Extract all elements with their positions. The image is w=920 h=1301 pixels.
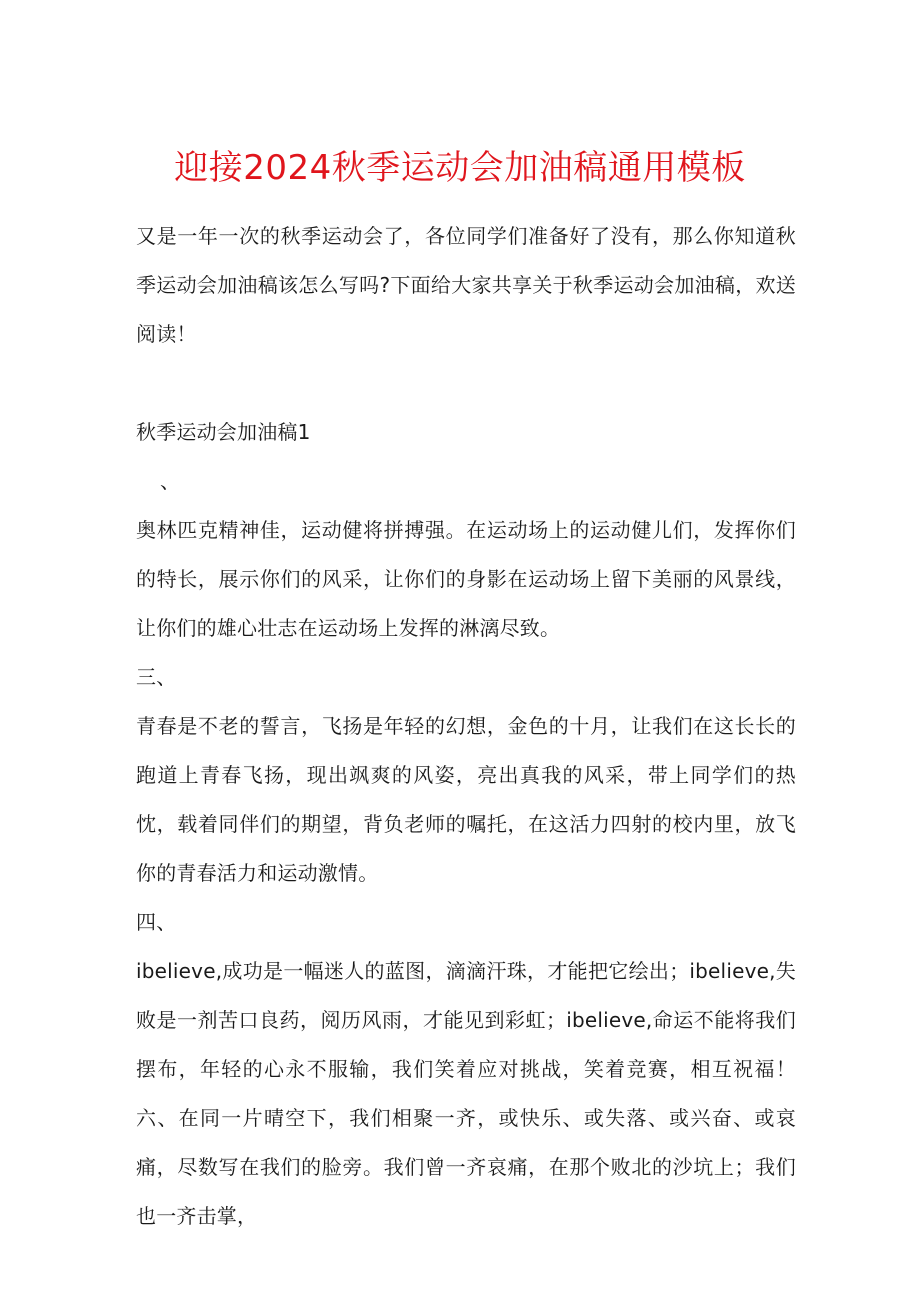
paragraph-heading: 四、 xyxy=(136,910,177,934)
body-paragraph: ibelieve,成功是一幅迷人的蓝图，滴滴汗珠，才能把它绘出；ibelieve,失败是一剂苦口良药，阅历风雨，才能见到彩虹；ibelieve,命运不能将我们摆布，年轻的心永不服输，我们笑着应对挑战，笑着竞赛，相互祝福！六、在同一片晴空下，我们相聚一齐，或快乐、或失落、或兴奋、或哀痛，尽数写在我们的脸旁。我们曾一齐哀痛，在那个败北的沙坑上；我们也一齐击掌， xyxy=(136,959,796,1228)
paragraph-heading: 三、 xyxy=(136,665,177,689)
list-marker: 、 xyxy=(160,469,181,493)
body-paragraph: 青春是不老的誓言，飞扬是年轻的幻想，金色的十月，让我们在这长长的跑道上青春飞扬，现出飒爽的风姿，亮出真我的风采，带上同学们的热忱，载着同伴们的期望，背负老师的嘱托，在这活力四射的校内里，放飞你的青春活力和运动激情。 xyxy=(136,714,796,885)
document-title: 迎接2024秋季运动会加油稿通用模板 xyxy=(174,148,746,188)
body-paragraph: 奥林匹克精神佳，运动健将拼搏强。在运动场上的运动健儿们，发挥你们的特长，展示你们的风采，让你们的身影在运动场上留下美丽的风景线，让你们的雄心壮志在运动场上发挥的淋漓尽致。 xyxy=(136,518,796,640)
section-title: 秋季运动会加油稿1 xyxy=(136,420,311,444)
intro-paragraph: 又是一年一次的秋季运动会了，各位同学们准备好了没有，那么你知道秋季运动会加油稿该怎么写吗?下面给大家共享关于秋季运动会加油稿，欢送阅读！ xyxy=(136,224,796,346)
document-body xyxy=(136,212,796,1241)
